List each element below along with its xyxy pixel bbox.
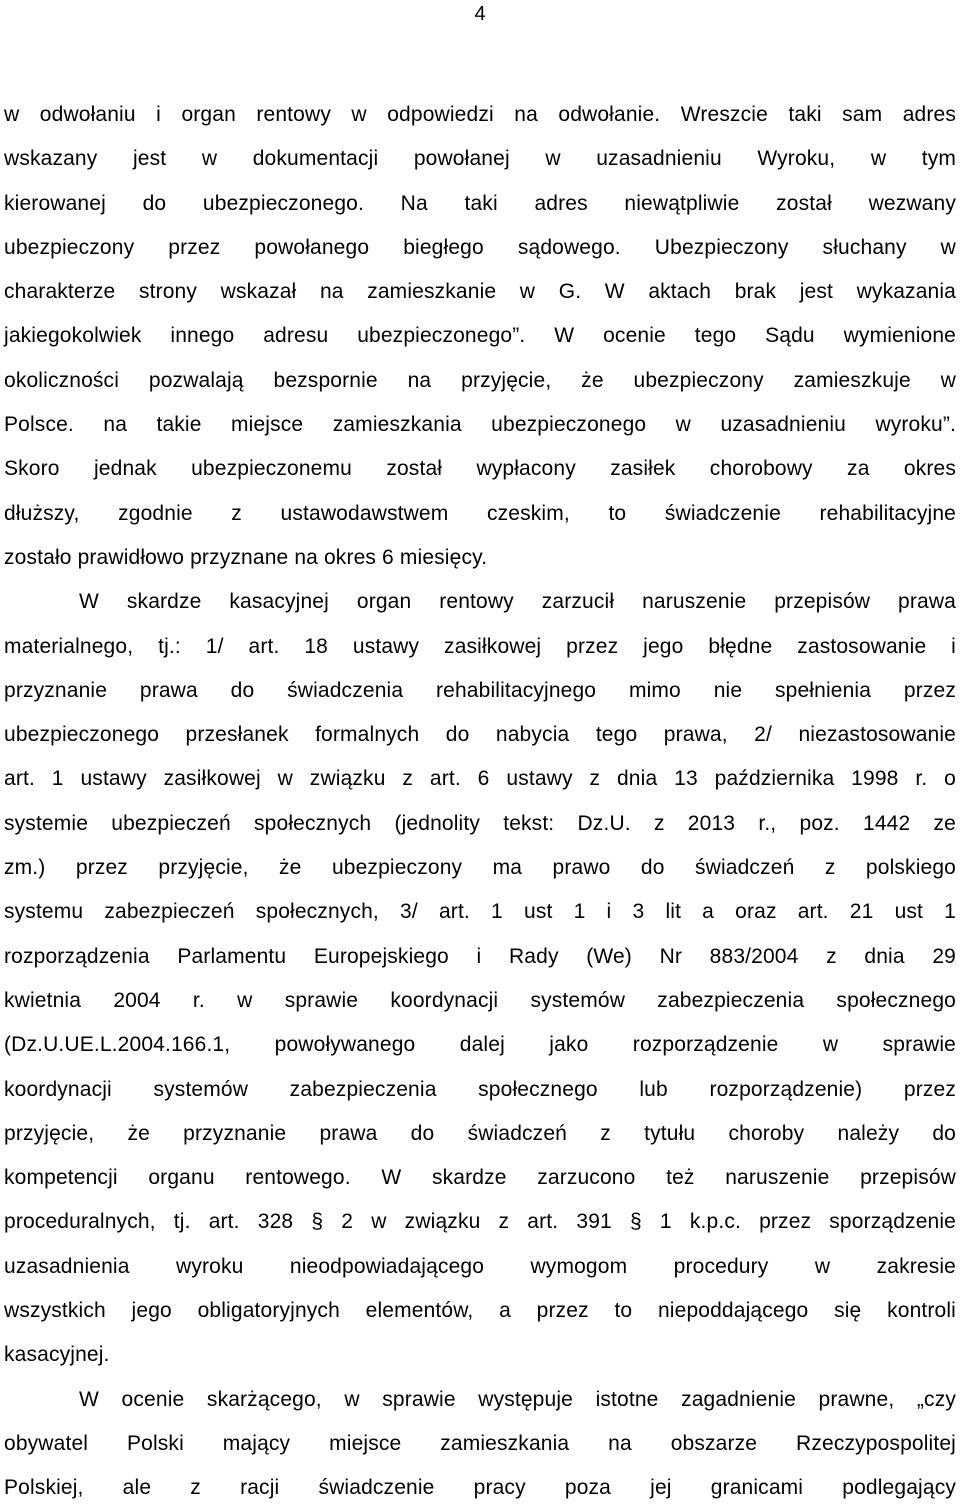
text-line: przyznanie prawa do świadczenia rehabilitacyjnego mimo nie spełnienia przez [4,678,956,702]
text-line: ubezpieczonego przesłanek formalnych do nabycia tego prawa, 2/ niezastosowanie [4,723,956,747]
text-line: przyjęcie, że przyznanie prawa do świadczeń z tytułu choroby należy do [4,1121,956,1145]
text-line: rozporządzenia Parlamentu Europejskiego i Rady (We) Nr 883/2004 z dnia 29 [4,944,956,968]
text-line: systemu zabezpieczeń społecznych, 3/ art. 1 ust 1 i 3 lit a oraz art. 21 ust 1 [4,900,956,924]
text-line: wskazany jest w dokumentacji powołanej w uzasadnieniu Wyroku, w tym [4,147,956,171]
text-line: okoliczności pozwalają bezspornie na przyjęcie, że ubezpieczony zamieszkuje w [4,368,956,392]
text-line: w odwołaniu i organ rentowy w odpowiedzi na odwołanie. Wreszcie taki sam adres [4,103,956,126]
text-line: systemie ubezpieczeń społecznych (jednolity tekst: Dz.U. z 2013 r., poz. 1442 ze [4,811,956,835]
text-line: kasacyjnej. [4,1343,110,1367]
text-line: Skoro jednak ubezpieczonemu został wypłacony zasiłek chorobowy za okres [4,457,956,481]
text-line: materialnego, tj.: 1/ art. 18 ustawy zasiłkowej przez jego błędne zastosowanie i [4,634,956,658]
text-line: W skardze kasacyjnej organ rentowy zarzucił naruszenie przepisów prawa [79,590,956,614]
text-line: kwietnia 2004 r. w sprawie koordynacji systemów zabezpieczenia społecznego [4,988,956,1012]
text-line: zostało prawidłowo przyznane na okres 6 miesięcy. [4,545,488,569]
text-line: Polsce. na takie miejsce zamieszkania ubezpieczonego w uzasadnieniu wyroku”. [4,413,956,437]
text-line: (Dz.U.UE.L.2004.166.1, powoływanego dalej jako rozporządzenie w sprawie [4,1033,956,1057]
text-line: wszystkich jego obligatoryjnych elementów, a przez to niepoddającego się kontroli [4,1299,956,1323]
text-line: Polskiej, ale z racji świadczenie pracy poza jej granicami podlegający [4,1476,956,1500]
text-line: proceduralnych, tj. art. 328 § 2 w związku z art. 391 § 1 k.p.c. przez sporządzenie [4,1210,956,1234]
text-line: dłuższy, zgodnie z ustawodawstwem czeskim, to świadczenie rehabilitacyjne [4,501,956,525]
text-line: uzasadnienia wyroku nieodpowiadającego wymogom procedury w zakresie [4,1254,956,1278]
page-number: 4 [474,3,486,25]
text-line: obywatel Polski mający miejsce zamieszkania na obszarze Rzeczypospolitej [4,1431,956,1455]
text-line: kierowanej do ubezpieczonego. Na taki adres niewątpliwie został wezwany [4,191,956,215]
text-line: art. 1 ustawy zasiłkowej w związku z art. 6 ustawy z dnia 13 października 1998 r. o [4,767,956,791]
text-line: zm.) przez przyjęcie, że ubezpieczony ma prawo do świadczeń z polskiego [4,856,956,880]
text-line: koordynacji systemów zabezpieczenia społecznego lub rozporządzenie) przez [4,1077,956,1101]
document-body [4,93,956,1511]
text-line: jakiegokolwiek innego adresu ubezpieczonego”. W ocenie tego Sądu wymienione [4,324,956,348]
text-line: charakterze strony wskazał na zamieszkanie w G. W aktach brak jest wykazania [4,280,956,304]
text-line: kompetencji organu rentowego. W skardze zarzucono też naruszenie przepisów [4,1166,956,1190]
text-line: W ocenie skarżącego, w sprawie występuje istotne zagadnienie prawne, „czy [79,1387,956,1411]
text-line: ubezpieczony przez powołanego biegłego sądowego. Ubezpieczony słuchany w [4,235,956,259]
